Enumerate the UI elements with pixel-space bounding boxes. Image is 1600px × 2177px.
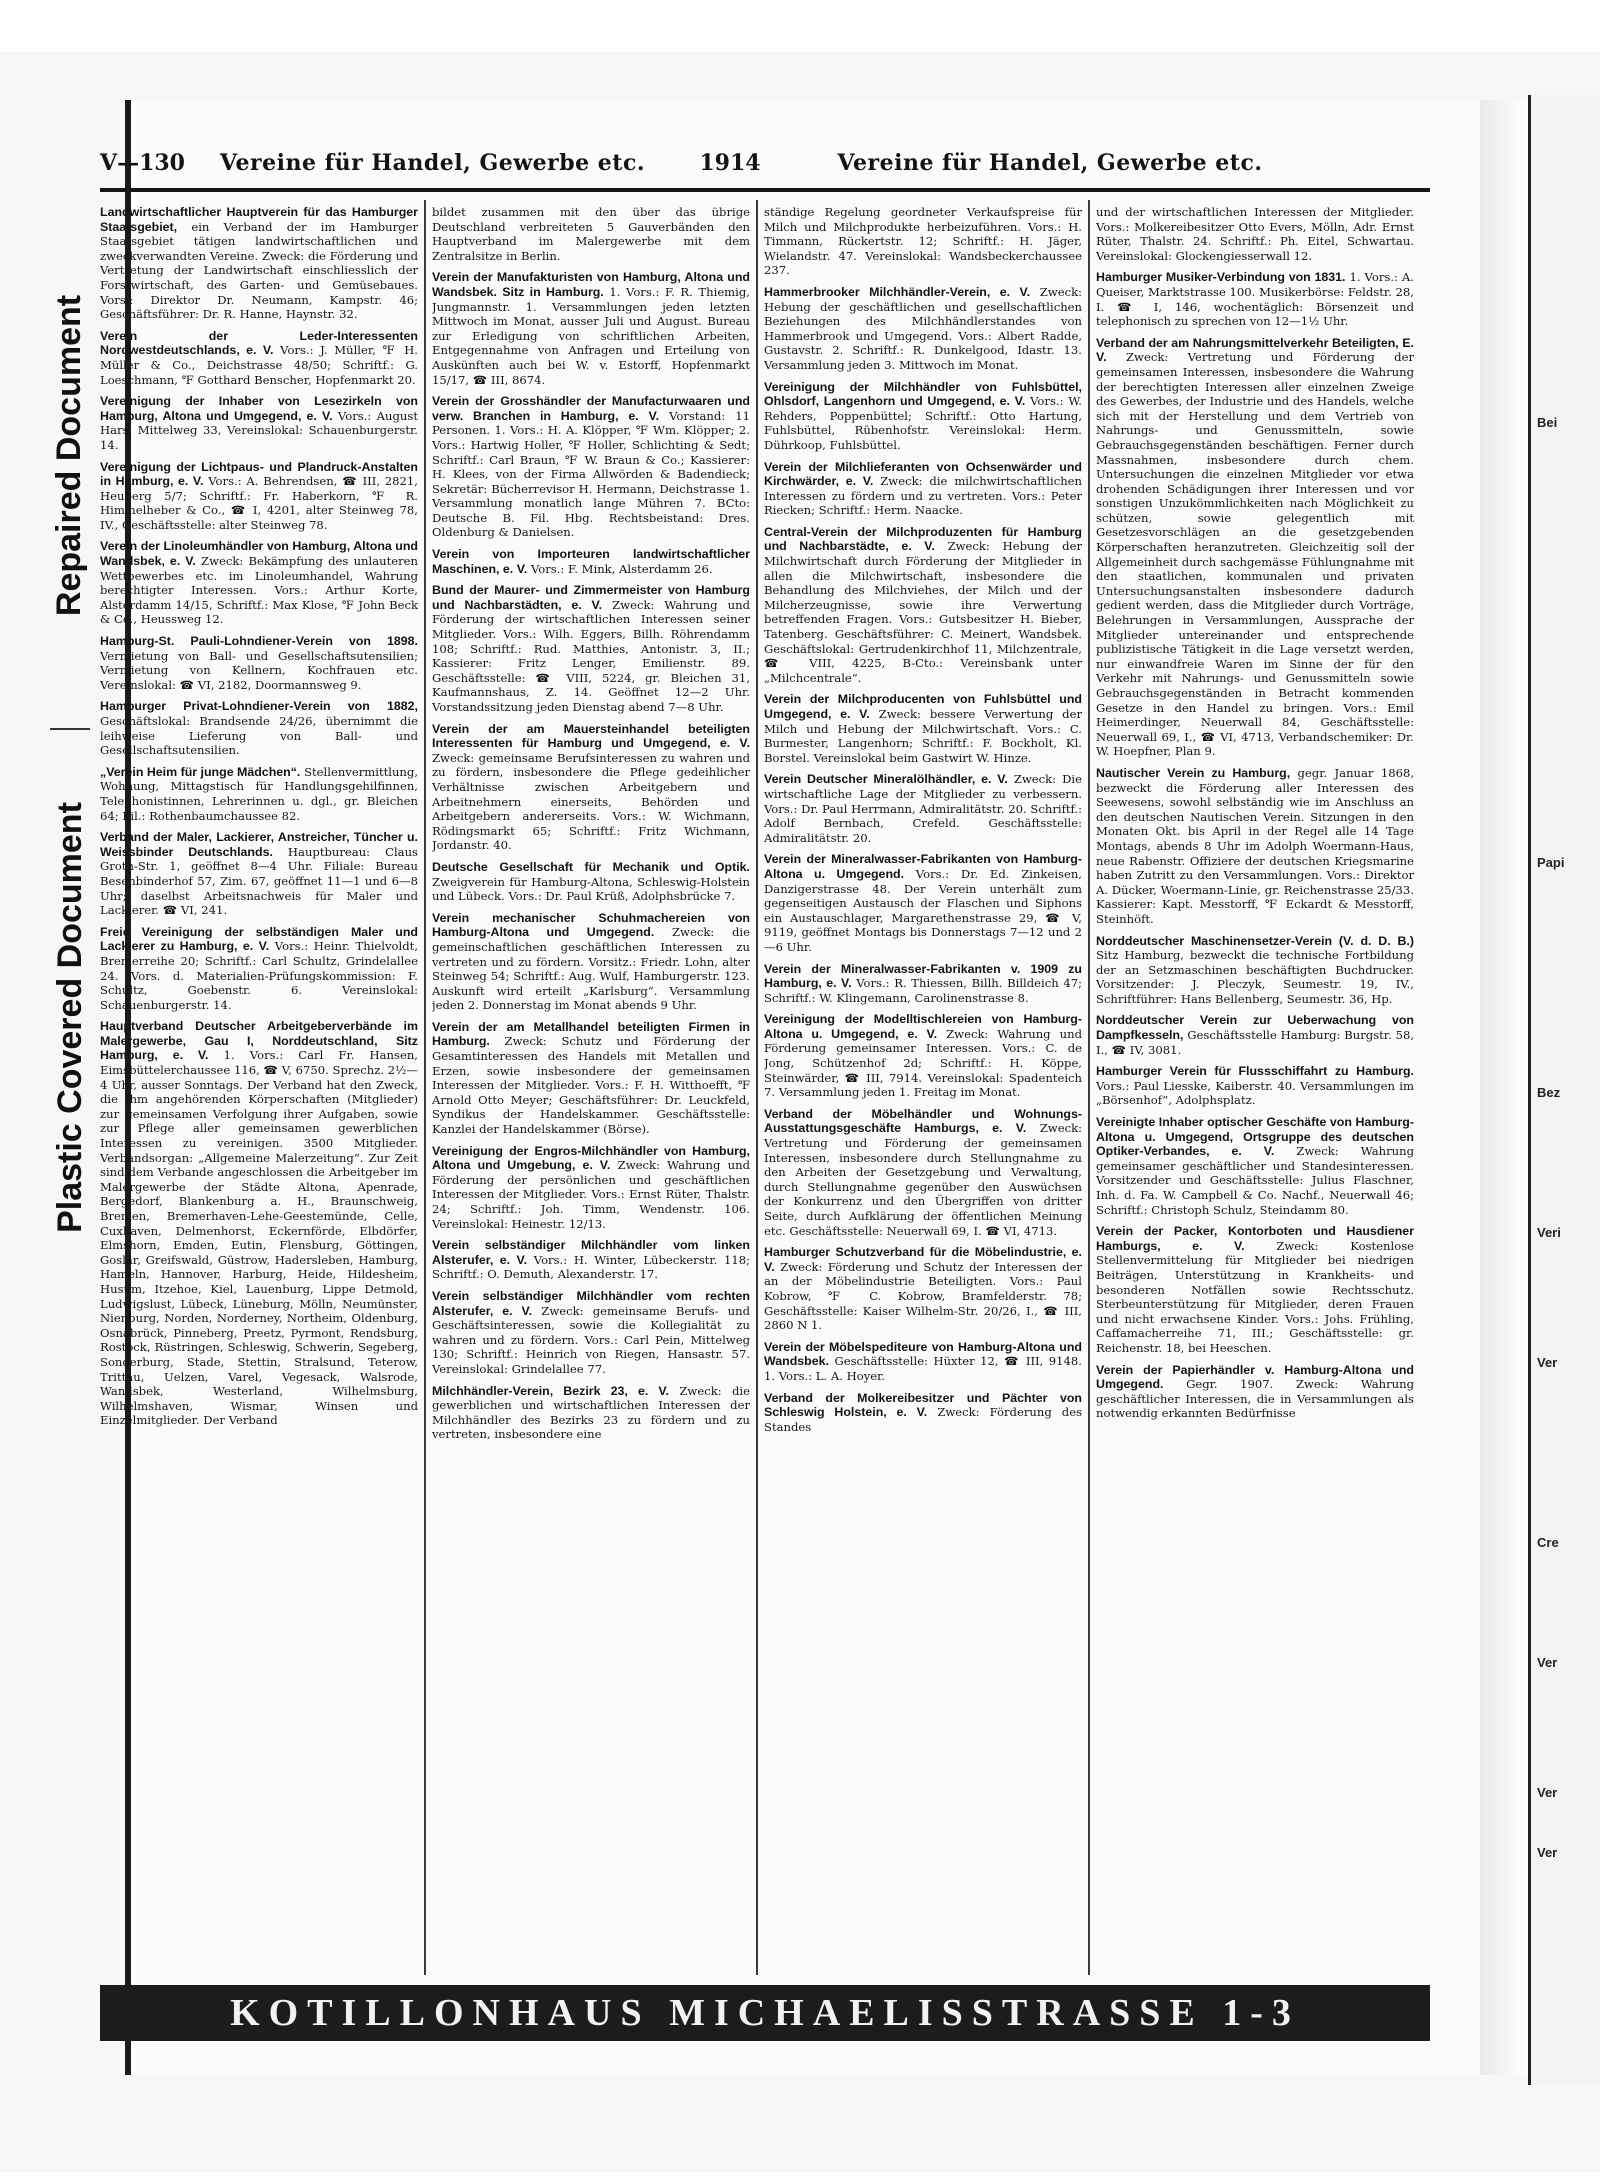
- side-label: [40, 200, 100, 1290]
- adjacent-page-fragment: Ver: [1537, 1655, 1558, 1670]
- entry-body: Geschäftslokal: Brandsende 24/26, übernimmt die leihweise Lieferung von Ball- und Gesellschaftsutensilien.: [100, 714, 418, 758]
- entry-title: Norddeutscher Maschinensetzer-Verein (V. d. D. B.): [1096, 933, 1414, 948]
- entry-title: Verband der Möbelhändler und Wohnungs-Ausstattungsgeschäfte Hamburgs, e. V.: [764, 1106, 1082, 1136]
- entry-body: Zweigverein für Hamburg-Altona, Schleswig-Holstein und Lübeck. Vors.: Dr. Paul Krüß, Adolphsbrücke 7.: [432, 874, 750, 904]
- entry-body: Zweck: bessere Verwertung der Milch und Hebung der Milchwirtschaft. Vors.: C. Burmester, Langenhorn; Schriftf.: F. Bockholt, Kl. Borstel. Vereinslokal beim Gastwirt W. Hinze.: [764, 707, 1082, 765]
- directory-entry: [432, 860, 750, 904]
- entry-body: bildet zusammen mit den über das übrige Deutschland verbreiteten 5 Gauverbänden den Hauptverband im Malergewerbe mit dem Zentralsitze in Berlin.: [432, 205, 750, 263]
- entry-title: Vereinigung der Milchhändler von Fuhlsbüttel, Ohlsdorf, Langenhorn und Umgegend, e. V.: [764, 379, 1082, 409]
- directory-entry: [100, 925, 418, 1013]
- directory-entry: [764, 205, 1082, 278]
- entry-title: Vereinigung der Modelltischlereien von Hamburg-Altona u. Umgegend, e. V.: [764, 1012, 1082, 1041]
- entry-title: Verein der am Metallhandel beteiligten Firmen in Hamburg.: [432, 1019, 750, 1049]
- entry-body: Zweck: Wahrung und Förderung gemeinsamer Interessen. Vors.: C. de Jong, Schützenhof 2d; Schriftf.: H. Köppe, Steinwärder, ☎ III, 7914. Vereinslokal: Spadenteich 7. Versammlung jeden 1. Freitag im Monat.: [764, 1026, 1082, 1100]
- entry-title: Verein der Packer, Kontorboten und Hausdiener Hamburgs, e. V.: [1096, 1224, 1414, 1253]
- entry-title: Nautischer Verein zu Hamburg,: [1096, 765, 1291, 780]
- entry-body: ein Verband der im Hamburger Staatsgebiet tätigen landwirtschaftlichen und zweckverwandten Vereine. Zweck: die Förderung und Vertretung der Landwirtschaft einschliesslich der Forstwirtschaft, des Garten- und Gemüsebaues. Vors.: Direktor Dr. Neumann, Kampstr. 46; Geschäftsführer: Dr. R. Hanne, Haynstr. 32.: [100, 219, 418, 322]
- entry-body: Sitz Hamburg, bezweckt die technische Fortbildung der an Setzmaschinen beschäftigten Buchdrucker. Vorsitzender: J. Pleczyk, Seumestr. 19, IV., Schriftführer: Hans Bellenberg, Seumestr. 36, Hp.: [1096, 948, 1414, 1006]
- entry-body: Vorstand: 11 Personen. 1. Vors.: H. A. Klöpper, ℉ Wm. Klöpper; 2. Vors.: Hartwig Holler, ℉ Holler, Schlichting & Sedt; Schriftf.: Carl Braun, ℉ W. Braun & Co.; Kassierer: H. Klees, von der Firma Allwörden & Badendieck; Sekretär: Bücherrevisor H. Hermann, Deichstrasse 1. Versammlung monatlich lange Mühren 7. BCto: Deutsche B. Fil. Hbg. Rechtsbeistand: Dres. Oldenburg & Danielsen.: [432, 408, 750, 540]
- entry-body: Zweck: die milchwirtschaftlichen Interessen zu fördern und zu vertreten. Vors.: Peter Riecken; Schriftf.: Herm. Naacke.: [764, 474, 1082, 518]
- entry-body: ständige Regelung geordneter Verkaufspreise für Milch und Milchprodukte herbeizuführen. Vors.: H. Timmann, Rückertstr. 12; Schriftf.: H. Jäger, Wielandstr. 47. Vereinslokal: Wandsbeckerchaussee 237.: [764, 205, 1082, 278]
- entry-body: Vors.: W. Rehders, Poppenbüttel; Schriftf.: Otto Hartung, Fuhlsbüttel, Rübenhofstr. Vereinslokal: Herm. Dührkoop, Fuhlsbüttel.: [764, 394, 1082, 452]
- entry-title: Hamburger Musiker-Verbindung von 1831.: [1096, 270, 1346, 285]
- page-header: [100, 150, 1430, 192]
- entry-title: Hamburger Privat-Lohndiener-Verein von 1882,: [100, 699, 418, 714]
- entry-body: Vors.: F. Mink, Alsterdamm 26.: [530, 561, 713, 576]
- entry-body: 1. Vors.: Carl Fr. Hansen, Eimsbüttelerchaussee 116, ☎ V, 6750. Sprechz. 2½—4 Uhr, ausser Sonntags. Der Verband hat den Zweck, die ihm angehörenden Körperschaften (Mitglieder) zur gemeinsamen Verfolgung ihrer Aufgaben, sowie zur Pflege aller gemeinsamen gewerblichen Interessen zu vereinigen. 3500 Mitglieder. Verbandsorgan: „Allgemeine Malerzeitung“. Zur Zeit sind dem Verbande angeschlossen die Arbeitgeber im Malergewerbe der Städte Altona, Apenrade, Bergedorf, Blankenburg a. H., Braunschweig, Bremen, Bremerhaven-Lehe-Geestemünde, Celle, Cuxhaven, Delmenhorst, Eckernförde, Elbdörfer, Elmshorn, Emden, Eutin, Flensburg, Göttingen, Goslar, Greifswald, Güstrow, Hadersleben, Hamburg, Hameln, Hannover, Harburg, Heide, Hildesheim, Husum, Itzehoe, Kiel, Lauenburg, Lippe Detmold, Ludwigslust, Lübeck, Lüneburg, Mölln, Neumünster, Nienburg, Norden, Norderney, Northeim, Oldenburg, Osnabrück, Pinneberg, Preetz, Pyrmont, Rendsburg, Rostock, Rüstringen, Schleswig, Schwerin, Segeberg, Sonderburg, Stade, Stettin, Stralsund, Teterow, Trittau, Uelzen, Varel, Vegesack, Walsrode, Wandsbek, Westerland, Wilhelmsburg, Wilhelmshaven, Wismar, Winsen und Einzelmitglieder. Der Verband: [100, 1048, 418, 1428]
- column-rule: [1088, 200, 1090, 1975]
- adjacent-page-fragment: Papi: [1537, 855, 1565, 870]
- directory-entry: [1096, 205, 1414, 263]
- entry-body: Zweck: Hebung der geschäftlichen und gesellschaftlichen Beziehungen des Milchhändlerstandes von Hammerbrook und Umgegend. Vors.: Albert Radde, Gustavstr. 2. Schriftf.: R. Dunkelgood, Idastr. 13. Versammlung jeden 3. Mittwoch im Monat.: [764, 284, 1082, 372]
- entry-title: Verein Deutscher Mineralölhändler, e. V.: [764, 772, 1008, 787]
- entry-body: Vermietung von Ball- und Gesellschaftsutensilien; Vermietung von Kellnern, Kochfrauen etc. Vereinslokal: ☎ VI, 2182, Doormannsweg 9.: [100, 648, 418, 692]
- entry-body: Zweck: Schutz und Förderung der Gesamtinteressen des Handels mit Metallen und Erzen, sowie insbesondere der gemeinsamen Interessen der Mitglieder. Vors.: F. H. Witthoefft, ℉ Arnold Otto Meyer; Geschäftsführer: Dr. Leuckfeld, Syndikus der Handelskammer. Geschäftsstelle: Kanzlei der Handelskammer (Börse).: [432, 1034, 750, 1137]
- directory-entry: [1096, 934, 1414, 1007]
- text-column-1: [100, 205, 418, 1975]
- directory-entry: [100, 205, 418, 322]
- column-rule: [756, 200, 758, 1975]
- directory-entry: [1096, 1363, 1414, 1421]
- entry-title: Central-Verein der Milchproduzenten für Hamburg und Nachbarstädte, e. V.: [764, 524, 1082, 554]
- entry-body: Vors.: Dr. Ed. Zinkeisen, Danzigerstrasse 48. Der Verein unterhält zum gegenseitigen Austausch der Flaschen und Siphons ein Austauschlager, Margarethenstrasse 29, ☎ V, 9119, geöffnet Montags bis Donnerstags 7—12 und 2—6 Uhr.: [764, 866, 1082, 954]
- entry-title: Verband der Maler, Lackierer, Anstreicher, Tüncher u. Weissbinder Deutschlands.: [100, 830, 418, 859]
- directory-entry: [432, 205, 750, 263]
- adjacent-page-fragment: Ver: [1537, 1785, 1558, 1800]
- entry-body: Zweck: Förderung des Standes: [764, 1405, 1082, 1434]
- entry-body: Hauptbureau: Claus Groth-Str. 1, geöffnet 8—4 Uhr. Filiale: Bureau Besenbinderhof 57, Zim. 67, geöffnet 11—1 und 6—8 Uhr; daselbst Arbeitsnachweis für Maler und Lackierer. ☎ VI, 241.: [100, 844, 418, 918]
- entry-body: Zweck: Vertretung und Förderung der gemeinsamen Interessen, insbesondere die Wahrung der berechtigten Interessen aller einzelnen Zweige des Gewerbes, der Industrie und des Handels, welche sich mit der Herstellung und dem Vertrieb von Nahrungs- und Genussmitteln, sowie Gebrauchsgegenständen beschäftigen. Ferner durch Massnahmen, insbesondere durch chem. Untersuchungen die einzelnen Mitglieder vor etwa drohenden Schädigungen ihrer Interessen und vor sonstigen Unzukömmlichkeiten nach Möglichkeit zu schützen, sowie gelegentlich mit Gesetzesvorschlägen an die gesetzgebenden Körperschaften heranzutreten. Gleichzeitig soll der Allgemeinheit durch sachgemässe Fühlungnahme mit den staatlichen, kommunalen und privaten Untersuchungsanstalten insbesondere dadurch gedient werden, dass die Mitglieder durch Vorträge, Belehrungen in Versammlungen, Aussprache der Mitglieder untereinander und entsprechende publizistische Tätigkeit in die Lage versetzt werden, nur einwandfreie Waren im Sinne der für den Verkehr mit Nahrungs- und Genussmitteln sowie Gebrauchsgegenständen in Betracht kommenden Gesetze in den Handel zu bringen. Vors.: Emil Heimerdinger, Neuerwall 84, Geschäftsstelle: Neuerwall 69, I., ☎ VI, 4713, Verbandschemiker: Dr. W. Hoepfner, Plan 9.: [1096, 350, 1414, 759]
- directory-entry: [1096, 1064, 1414, 1108]
- entry-body: Geschäftsstelle Hamburg: Burgstr. 58, I., ☎ IV, 3081.: [1096, 1028, 1414, 1057]
- directory-entry: [1096, 1013, 1414, 1057]
- entry-title: Verein der Mineralwasser-Fabrikanten von Hamburg-Altona u. Umgegend.: [764, 852, 1082, 881]
- directory-entry: [432, 270, 750, 387]
- entry-body: Vors.: H. Winter, Lübeckerstr. 118; Schriftf.: O. Demuth, Alexanderstr. 17.: [432, 1252, 750, 1282]
- entry-body: Vors.: A. Behrendsen, ☎ III, 2821, Heuberg 5/7; Schriftf.: Fr. Haberkorn, ℉ R. Himmelheber & Co., ☎ I, 4201, alter Steinweg 78, IV., Geschäftsstelle: alter Steinweg 78.: [100, 474, 418, 532]
- directory-entry: [432, 1289, 750, 1377]
- page-edge: [1480, 100, 1528, 2075]
- entry-body: Vors.: Heinr. Thielvoldt, Bremerreihe 20; Schriftf.: Carl Schultz, Grindelallee 24. Vors. d. Materialien-Prüfungskommission: F. Schultz, Goebenstr. 6. Vereinslokal: Schauenburgerstr. 14.: [100, 939, 418, 1012]
- adjacent-page-strip: [1528, 95, 1600, 2085]
- entry-body: Gegr. 1907. Zweck: Wahrung geschäftlicher Interessen, die in Versammlungen als notwendig erkannten Bedürfnisse: [1096, 1377, 1414, 1421]
- directory-entry: [764, 772, 1082, 845]
- entry-title: Verein von Importeuren landwirtschaftlicher Maschinen, e. V.: [432, 547, 750, 576]
- entry-body: 1. Vors.: F. R. Thiemig, Jungmannstr. 1. Versammlungen jeden letzten Mittwoch im Monat, ausser Juli und August. Bureau zur Erledigung von schriftlichen Arbeiten, Entgegennahme von Anfragen und Erteilung von Auskünften auch bei W. v. Estorff, Hopfenmarkt 15/17, ☎ III, 8674.: [432, 284, 750, 387]
- directory-entry: [764, 1340, 1082, 1384]
- directory-entry: [764, 962, 1082, 1006]
- entry-body: Vors.: August Hars, Mittelweg 33, Vereinslokal: Schauenburgerstr. 14.: [100, 408, 418, 452]
- entry-title: Verein der Linoleumhändler von Hamburg, Altona und Wandsbek, e. V.: [100, 539, 418, 569]
- entry-title: Verein der Milchlieferanten von Ochsenwärder und Kirchwärder, e. V.: [764, 459, 1082, 489]
- directory-entry: [432, 1238, 750, 1282]
- directory-entry: [1096, 1115, 1414, 1217]
- entry-title: Hamburger Verein für Flussschiffahrt zu Hamburg.: [1096, 1064, 1414, 1079]
- side-label-top: Repaired Document: [50, 294, 89, 616]
- adjacent-page-fragment: Bez: [1537, 1085, 1561, 1100]
- entry-body: Vors.: J. Müller, ℉ H. Müller & Co., Deichstrasse 48/50; Schriftf.: G. Loeschmann, ℉ Gotthard Benscher, Hopfenmarkt 20.: [100, 343, 418, 387]
- entry-body: 1. Vors.: A. Queiser, Marktstrasse 100. Musikerbörse: Feldstr. 28, I. ☎ I, 146, wochentäglich: Börsenzeit und telephonisch zu sprechen von 12—1½ Uhr.: [1096, 270, 1414, 329]
- entry-body: Zweck: Wahrung gemeinsamer geschäftlicher und Standesinteressen. Vorsitzender und Geschäftsstelle: Julius Flaschner, Inh. d. Fa. W. Campbell & Co. Nachf., Neuerwall 46; Schriftf.: Christoph Schulz, Steindamm 80.: [1096, 1144, 1414, 1217]
- entry-title: Verein selbständiger Milchhändler vom rechten Alsterufer, e. V.: [432, 1288, 750, 1318]
- directory-entry: [764, 1391, 1082, 1435]
- entry-body: Zweck: Die wirtschaftliche Lage der Mitglieder zu verbessern. Vors.: Dr. Paul Herrmann, Admiralitätstr. 20. Schriftf.: Adolf Bernbach, Crefeld. Geschäftsstelle: Admiralitätstr. 20.: [764, 772, 1082, 845]
- page-number: V—130: [100, 150, 185, 176]
- entry-body: Zweck: gemeinsame Berufsinteressen zu wahren und zu fördern, insbesondere die Pflege gedeihlicher Verhältnisse zwischen Arbeitgebern und Arbeitnehmern einerseits, Behörden und Arbeitgebern andererseits. Vors.: W. Wichmann, Rödingsmarkt 65; Schriftf.: Fritz Wichmann, Jordanstr. 40.: [432, 750, 750, 853]
- entry-body: Zweck: die gemeinschaftlichen geschäftlichen Interessen zu vertreten und zu fördern. Vorsitz.: Friedr. Lohn, alter Steinweg 54; Schriftf.: Aug. Wulf, Hamburgerstr. 123. Auskunft wird erteilt „Karlsburg“. Versammlung jeden 2. Donnerstag im Monat abends 9 Uhr.: [432, 925, 750, 1013]
- adjacent-page-fragment: Cre: [1537, 1535, 1559, 1550]
- entry-body: Zweck: Förderung und Schutz der Interessen der an der Möbelindustrie Beteiligten. Vors.: Paul Kobrow, ℉ C. Kobrow, Bramfelderstr. 78; Geschäftsstelle: Kaiser Wilhelm-Str. 20/26, I., ☎ III, 2860 N 1.: [764, 1259, 1082, 1333]
- adjacent-page-fragment: Veri: [1537, 1225, 1561, 1240]
- directory-entry: [432, 1020, 750, 1137]
- directory-entry: [100, 329, 418, 387]
- entry-title: Verband der am Nahrungsmittelverkehr Beteiligten, E. V.: [1096, 335, 1414, 365]
- entry-body: Zweck: Wahrung und Förderung der wirtschaftlichen Interessen seiner Mitglieder. Vors.: Wilh. Eggers, Billh. Röhrendamm 108; Schriftf.: Rud. Matthies, Antonistr. 3, II.; Kassierer: Fritz Lenger, Emilienstr. 89. Geschäftsstelle: ☎ VIII, 5224, gr. Bleichen 31, Kaufmannshaus, Z. 14. Geöffnet 12—2 Uhr. Vorstandssitzung jeden Dienstag abend 7—8 Uhr.: [432, 597, 750, 714]
- entry-title: Verband der Molkereibesitzer und Pächter von Schleswig Holstein, e. V.: [764, 1390, 1082, 1420]
- entry-body: Geschäftsstelle: Hüxter 12, ☎ III, 9148. 1. Vors.: L. A. Hoyer.: [764, 1354, 1082, 1383]
- entry-body: gegr. Januar 1868, bezweckt die Förderung aller Interessen des Seewesens, sowohl selbständig wie im Anschluss an den deutschen Nautischen Verein. Sitzungen in den Monaten Okt. bis April in der Regel alle 14 Tage Montags, abends 8 Uhr im Adolph Woermann-Haus, neue Rabenstr. Offiziere der deutschen Kriegsmarine haben Zutritt zu den Versammlungen. Vors.: Direktor A. Dücker, Woermann-Linie, gr. Reichenstrasse 25/33. Kassierer: Kapt. Messtorff, ℉ Eckardt & Messtorff, Steinhöft.: [1096, 765, 1414, 926]
- directory-entry: [1096, 336, 1414, 759]
- entry-title: Deutsche Gesellschaft für Mechanik und Optik.: [432, 859, 750, 874]
- entry-title: Landwirtschaftlicher Hauptverein für das Hamburger Staatsgebiet,: [100, 205, 418, 234]
- text-column-4: [1096, 205, 1414, 1975]
- entry-title: Verein der Leder-Interessenten Nordwestdeutschlands, e. V.: [100, 328, 418, 358]
- directory-entry: [100, 460, 418, 533]
- directory-entry: [100, 1019, 418, 1428]
- directory-entry: [764, 852, 1082, 954]
- directory-entry: [432, 1384, 750, 1442]
- entry-body: Zweck: Wahrung und Förderung der persönlichen und geschäftlichen Interessen der Mitglieder. Vors.: Ernst Rüter, Thalstr. 24; Schriftf.: Joh. Timm, Wendenstr. 106. Vereinslokal: Heinestr. 12/13.: [432, 1158, 750, 1231]
- directory-entry: [432, 722, 750, 853]
- header-year: 1914: [699, 150, 761, 176]
- entry-title: Verein selbständiger Milchhändler vom linken Alsterufer, e. V.: [432, 1238, 750, 1267]
- entry-title: Freie Vereinigung der selbständigen Maler und Lackierer zu Hamburg, e. V.: [100, 924, 418, 954]
- entry-title: Vereinigung der Inhaber von Lesezirkeln von Hamburg, Altona und Umgegend, e. V.: [100, 394, 418, 423]
- directory-entry: [1096, 766, 1414, 927]
- entry-title: Norddeutscher Verein zur Ueberwachung von Dampfkesseln,: [1096, 1013, 1414, 1043]
- directory-entry: [432, 394, 750, 540]
- text-column-3: [764, 205, 1082, 1975]
- entry-body: Zweck: Vertretung und Förderung der gemeinsamen Interessen, insbesondere durch Stellungnahme zu den Arbeiten der Gesetzgebung und Verwaltung, durch Stellungnahme gegenüber den Auswüchsen der Konkurrenz und den Übergriffen von dritter Seite, durch Aufklärung der öffentlichen Meinung etc. Geschäftsstelle: Neuerwall 69, I. ☎ VI, 4713.: [764, 1121, 1082, 1238]
- adjacent-page-fragment: Ver: [1537, 1355, 1558, 1370]
- adjacent-page-fragment: Ver: [1537, 1845, 1558, 1860]
- directory-entry: [764, 1012, 1082, 1100]
- footer-banner-text: KOTILLONHAUS MICHAELISSTRASSE 1-3: [230, 1992, 1300, 2034]
- entry-body: Zweck: die gewerblichen und wirtschaftlichen Interessen der Milchhändler des Bezirks 23 zu fördern und zu vertreten, insbesondere eine: [432, 1383, 750, 1442]
- directory-entry: [100, 394, 418, 452]
- entry-title: Hamburg-St. Pauli-Lohndiener-Verein von 1898.: [100, 634, 418, 649]
- entry-title: Verein der Milchproducenten von Fuhlsbüttel und Umgegend, e. V.: [764, 692, 1082, 721]
- entry-title: Verein der am Mauersteinhandel beteiligten Interessenten für Hamburg und Umgegend, e. V.: [432, 721, 750, 751]
- directory-entry: [432, 583, 750, 714]
- header-left-title: Vereine für Handel, Gewerbe etc.: [220, 150, 646, 176]
- directory-entry: [100, 699, 418, 757]
- directory-entry: [1096, 1224, 1414, 1355]
- entry-title: Bund der Maurer- und Zimmermeister von Hamburg und Nachbarstädten, e. V.: [432, 583, 750, 612]
- directory-entry: [764, 285, 1082, 373]
- directory-entry: [100, 830, 418, 918]
- entry-title: Milchhändler-Verein, Bezirk 23, e. V.: [432, 1383, 669, 1398]
- entry-body: Zweck: Bekämpfung des unlauteren Wettbewerbes etc. im Linoleumhandel, Wahrung berechtigter Interessen. Vors.: Arthur Korte, Alsterdamm 14/15, Schriftf.: Max Klose, ℉ John Beck & Co., Heussweg 12.: [100, 554, 418, 627]
- directory-entry: [764, 525, 1082, 686]
- entry-body: Zweck: gemeinsame Berufs- und Geschäftsinteressen, sowie die Kollegialität zu wahren und zu fördern. Vors.: Carl Pein, Mittelweg 130; Schriftf.: Heinrich von Riegen, Hansastr. 57. Vereinslokal: Grindelallee 77.: [432, 1303, 750, 1376]
- directory-entry: [432, 1144, 750, 1232]
- directory-entry: [764, 460, 1082, 518]
- directory-entry: [1096, 270, 1414, 328]
- entry-body: Vors.: Paul Liesske, Kaiberstr. 40. Versammlungen im „Börsenhof“, Adolphsplatz.: [1096, 1078, 1414, 1108]
- directory-entry: [764, 1107, 1082, 1238]
- directory-entry: [100, 634, 418, 692]
- column-rule: [424, 200, 426, 1975]
- entry-title: Hamburger Schutzverband für die Möbelindustrie, e. V.: [764, 1245, 1082, 1274]
- directory-entry: [432, 911, 750, 1013]
- directory-entry: [764, 1245, 1082, 1333]
- entry-title: Verein der Möbelspediteure von Hamburg-Altona und Wandsbek.: [764, 1339, 1082, 1369]
- entry-title: Hauptverband Deutscher Arbeitgeberverbände im Malergewerbe, Gau I, Norddeutschland, Sitz Hamburg, e. V.: [100, 1019, 418, 1063]
- entry-title: Hammerbrooker Milchhändler-Verein, e. V.: [764, 284, 1031, 299]
- footer-advertisement-banner: [100, 1985, 1430, 2041]
- entry-title: Verein der Grosshändler der Manufacturwaaren und verw. Branchen in Hamburg, e. V.: [432, 394, 750, 423]
- side-label-bottom: Plastic Covered Document: [50, 802, 89, 1233]
- entry-body: Zweck: Hebung der Milchwirtschaft durch Förderung der Mitglieder in allen die Milchwirtschaft, insbesondere die Behandlung des Milchviehes, der Milch und der Milcherzeugnisse, sowie ihre Verwertung betreffenden Fragen. Vors.: Gutsbesitzer H. Bieber, Tatenberg. Geschäftsführer: C. Meinert, Wandsbek. Geschäftslokal: Gertrudenkirchhof 11, Milchzentrale, ☎ VIII, 4225, B-Cto.: Vereinsbank unter „Milchcentrale“.: [764, 539, 1082, 685]
- directory-entry: [764, 380, 1082, 453]
- entry-title: Vereinigte Inhaber optischer Geschäfte von Hamburg-Altona u. Umgegend, Ortsgruppe des deutschen Optiker-Verbandes, e. V.: [1096, 1115, 1414, 1159]
- text-column-2: [432, 205, 750, 1975]
- entry-title: Verein mechanischer Schuhmachereien von Hamburg-Altona und Umgegend.: [432, 910, 750, 940]
- entry-title: Verein der Manufakturisten von Hamburg, Altona und Wandsbek. Sitz in Hamburg.: [432, 270, 750, 299]
- directory-entry: [432, 547, 750, 576]
- entry-title: Vereinigung der Engros-Milchhändler von Hamburg, Altona und Umgebung, e. V.: [432, 1143, 750, 1173]
- entry-body: und der wirtschaftlichen Interessen der Mitglieder. Vors.: Molkereibesitzer Otto Evers, Mölln, Adr. Ernst Rüter, Thalstr. 24. Schriftf.: Ph. Eitel, Schwartau. Vereinslokal: Glockengiesserwall 12.: [1096, 205, 1414, 263]
- adjacent-page-fragment: Bei: [1537, 415, 1558, 430]
- side-label-divider: [50, 728, 90, 730]
- entry-title: Vereinigung der Lichtpaus- und Plandruck-Anstalten in Hamburg, e. V.: [100, 459, 418, 489]
- entry-title: Verein der Papierhändler v. Hamburg-Altona und Umgegend.: [1096, 1362, 1414, 1392]
- directory-entry: [100, 765, 418, 823]
- entry-title: Verein der Mineralwasser-Fabrikanten v. 1909 zu Hamburg, e. V.: [764, 961, 1082, 991]
- header-right-title: Vereine für Handel, Gewerbe etc.: [837, 150, 1263, 176]
- directory-entry: [100, 539, 418, 627]
- entry-body: Vors.: R. Thiessen, Billh. Billdeich 47; Schriftf.: W. Klingemann, Carolinenstrasse 8.: [764, 976, 1082, 1005]
- entry-body: Stellenvermittlung, Wohnung, Mittagstisch für Handlungsgehilfinnen, Telephonistinnen, Lehrerinnen u. dgl., gr. Bleichen 64; Fil.: Rothenbaumchaussee 82.: [100, 764, 418, 823]
- entry-title: „Verein Heim für junge Mädchen“.: [100, 764, 301, 779]
- entry-body: Zweck: Kostenlose Stellenvermittelung für Mitglieder bei niedrigen Beiträgen, Unterstützung in Krankheits- und besonderen Notfällen sowie Rechtsschutz. Sterbeunterstützung für Mitglieder, deren Frauen und nicht erwachsene Kinder. Vors.: Johs. Frühling, Caffamacherreihe 71, III.; Geschäftsstelle: gr. Reichenstr. 18, bei Heeschen.: [1096, 1238, 1414, 1355]
- directory-entry: [764, 692, 1082, 765]
